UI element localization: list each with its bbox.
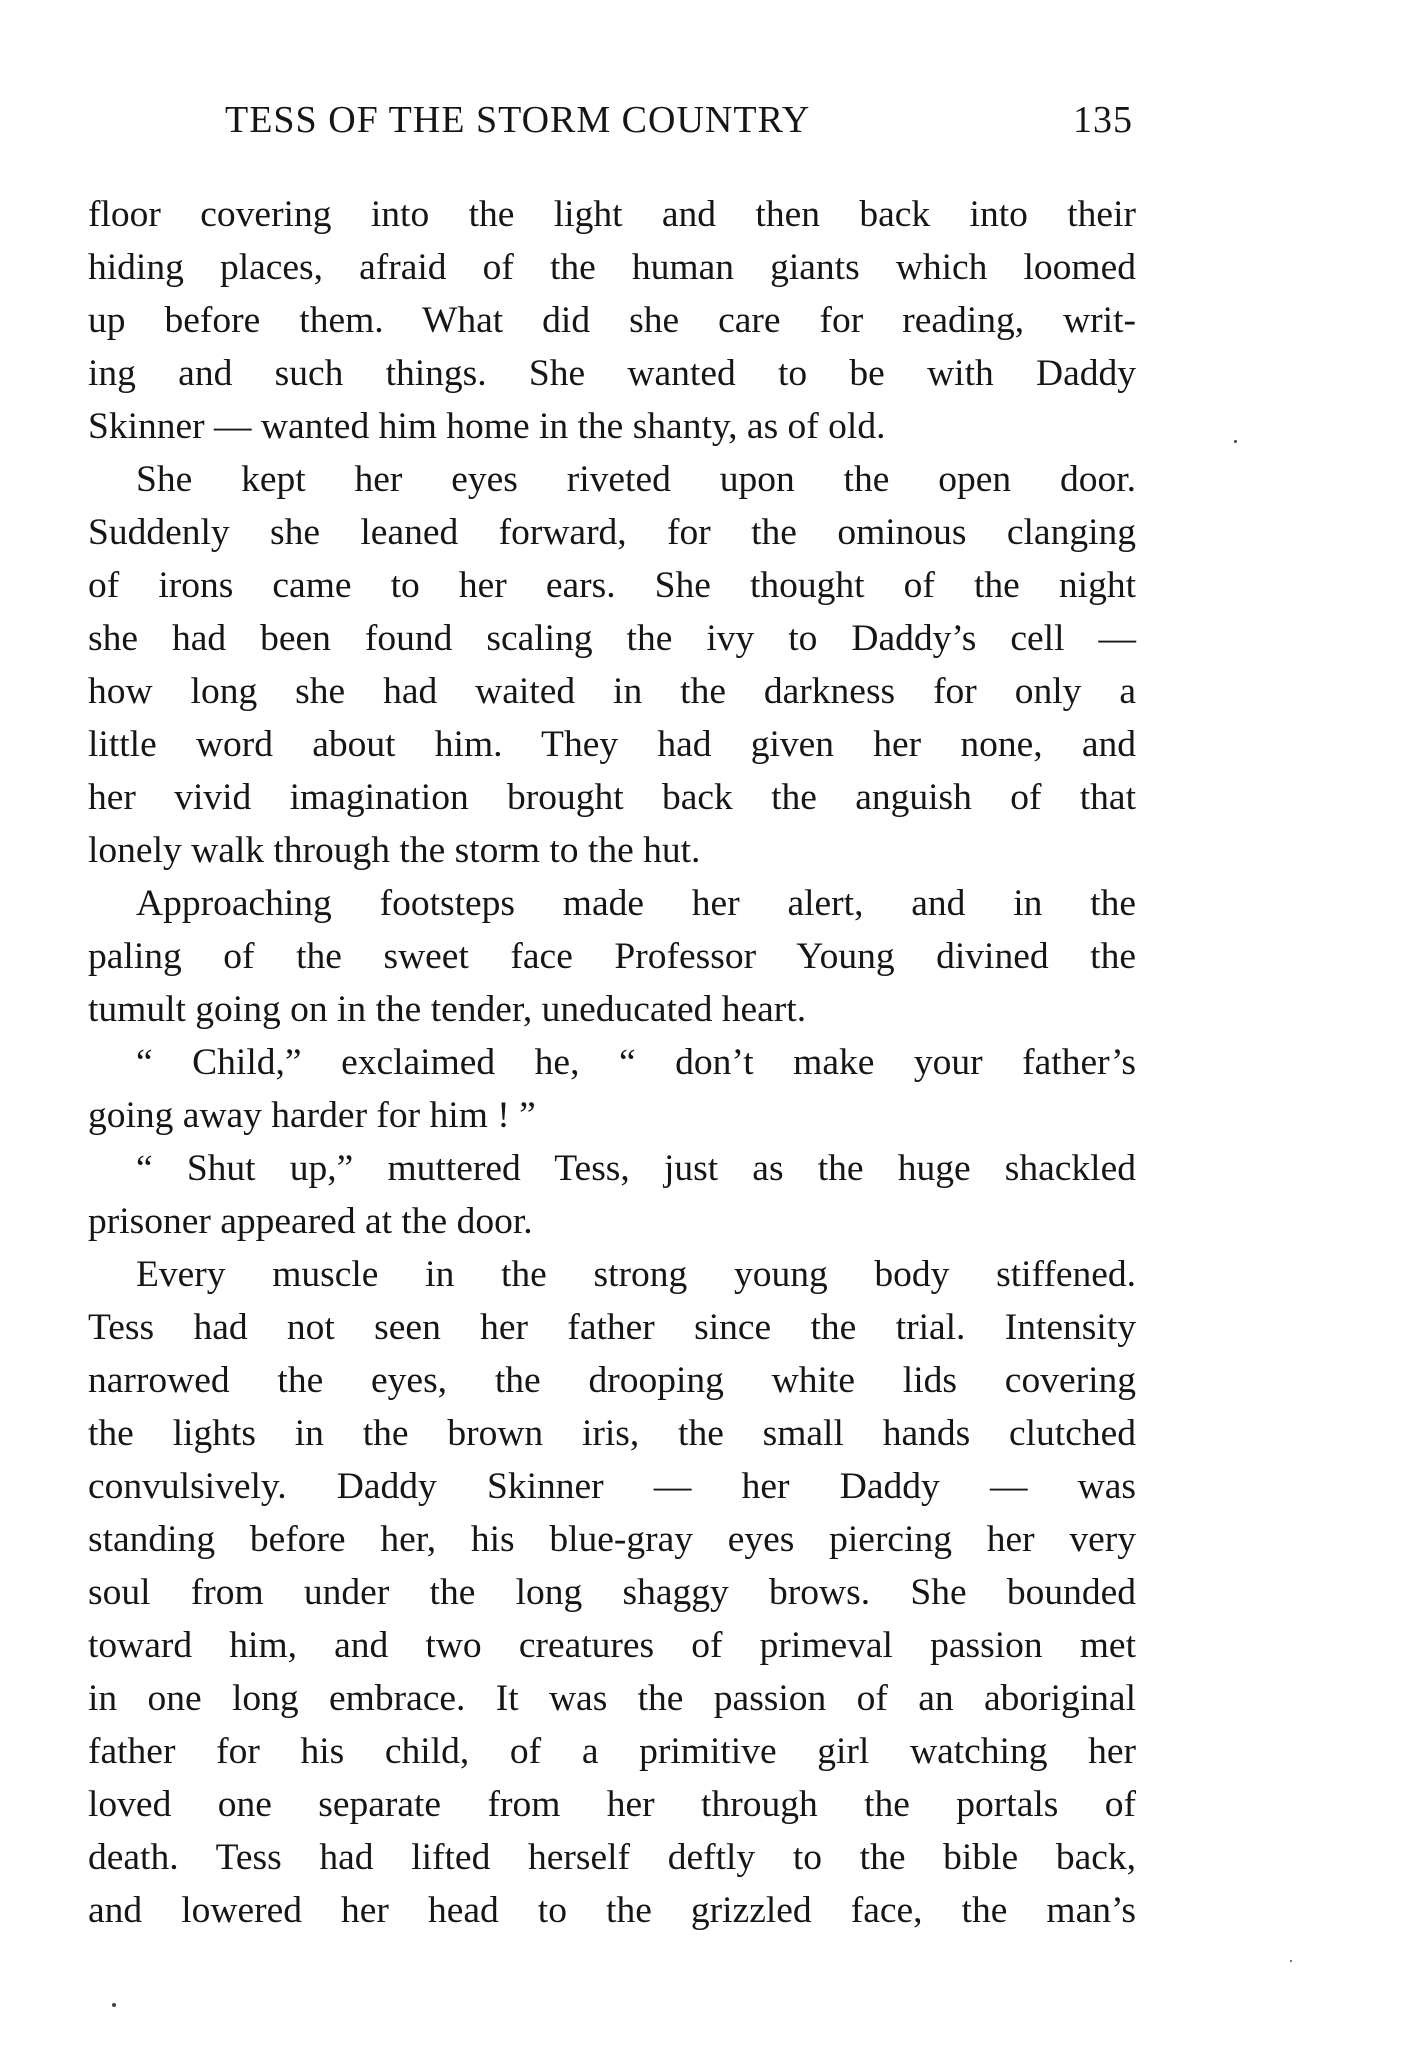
text-line: narrowed the eyes, the drooping white lids covering	[88, 1360, 1136, 1401]
running-head	[225, 98, 1133, 148]
text-line: She kept her eyes riveted upon the open door.	[136, 459, 1136, 500]
text-line: toward him, and two creatures of primeval passion met	[88, 1625, 1136, 1666]
text-line: Tess had not seen her father since the trial. Intensity	[88, 1307, 1136, 1348]
text-line: hiding places, afraid of the human giants which loomed	[88, 247, 1136, 288]
text-line: Every muscle in the strong young body stiffened.	[136, 1254, 1136, 1295]
text-line: convulsively. Daddy Skinner — her Daddy — was	[88, 1466, 1136, 1507]
text-line: death. Tess had lifted herself deftly to the bible back,	[88, 1837, 1136, 1878]
text-line: the lights in the brown iris, the small hands clutched	[88, 1413, 1136, 1454]
text-line: ing and such things. She wanted to be with Daddy	[88, 353, 1136, 394]
text-line: “ Child,” exclaimed he, “ don’t make your father’s	[136, 1042, 1136, 1083]
page-number: 135	[1073, 99, 1133, 141]
text-line: paling of the sweet face Professor Young divined the	[88, 936, 1136, 977]
text-line: floor covering into the light and then back into their	[88, 194, 1136, 235]
print-speck	[1234, 440, 1237, 443]
text-line: little word about him. They had given her none, and	[88, 724, 1136, 765]
text-line: loved one separate from her through the portals of	[88, 1784, 1136, 1825]
text-line: standing before her, his blue-gray eyes piercing her very	[88, 1519, 1136, 1560]
text-line: Suddenly she leaned forward, for the ominous clanging	[88, 512, 1136, 553]
text-line: how long she had waited in the darkness for only a	[88, 671, 1136, 712]
print-speck	[1290, 1960, 1292, 1962]
text-line: up before them. What did she care for reading, writ-	[88, 300, 1136, 341]
text-line: in one long embrace. It was the passion of an aboriginal	[88, 1678, 1136, 1719]
text-line: Approaching footsteps made her alert, and in the	[136, 883, 1136, 924]
text-line: “ Shut up,” muttered Tess, just as the huge shackled	[136, 1148, 1136, 1189]
text-line: Skinner — wanted him home in the shanty, as of old.	[88, 406, 886, 447]
text-line: tumult going on in the tender, uneducated heart.	[88, 989, 807, 1030]
text-line: going away harder for him ! ”	[88, 1095, 536, 1136]
text-line: soul from under the long shaggy brows. She bounded	[88, 1572, 1136, 1613]
text-line: of irons came to her ears. She thought of the night	[88, 565, 1136, 606]
text-line: father for his child, of a primitive girl watching her	[88, 1731, 1136, 1772]
running-title: TESS OF THE STORM COUNTRY	[225, 99, 811, 141]
text-line: prisoner appeared at the door.	[88, 1201, 533, 1242]
text-line: and lowered her head to the grizzled face, the man’s	[88, 1890, 1136, 1931]
text-line: she had been found scaling the ivy to Daddy’s cell —	[88, 618, 1136, 659]
text-line: lonely walk through the storm to the hut.	[88, 830, 701, 871]
print-speck	[112, 2003, 116, 2007]
body-text	[88, 188, 1136, 1937]
text-line: her vivid imagination brought back the anguish of that	[88, 777, 1136, 818]
